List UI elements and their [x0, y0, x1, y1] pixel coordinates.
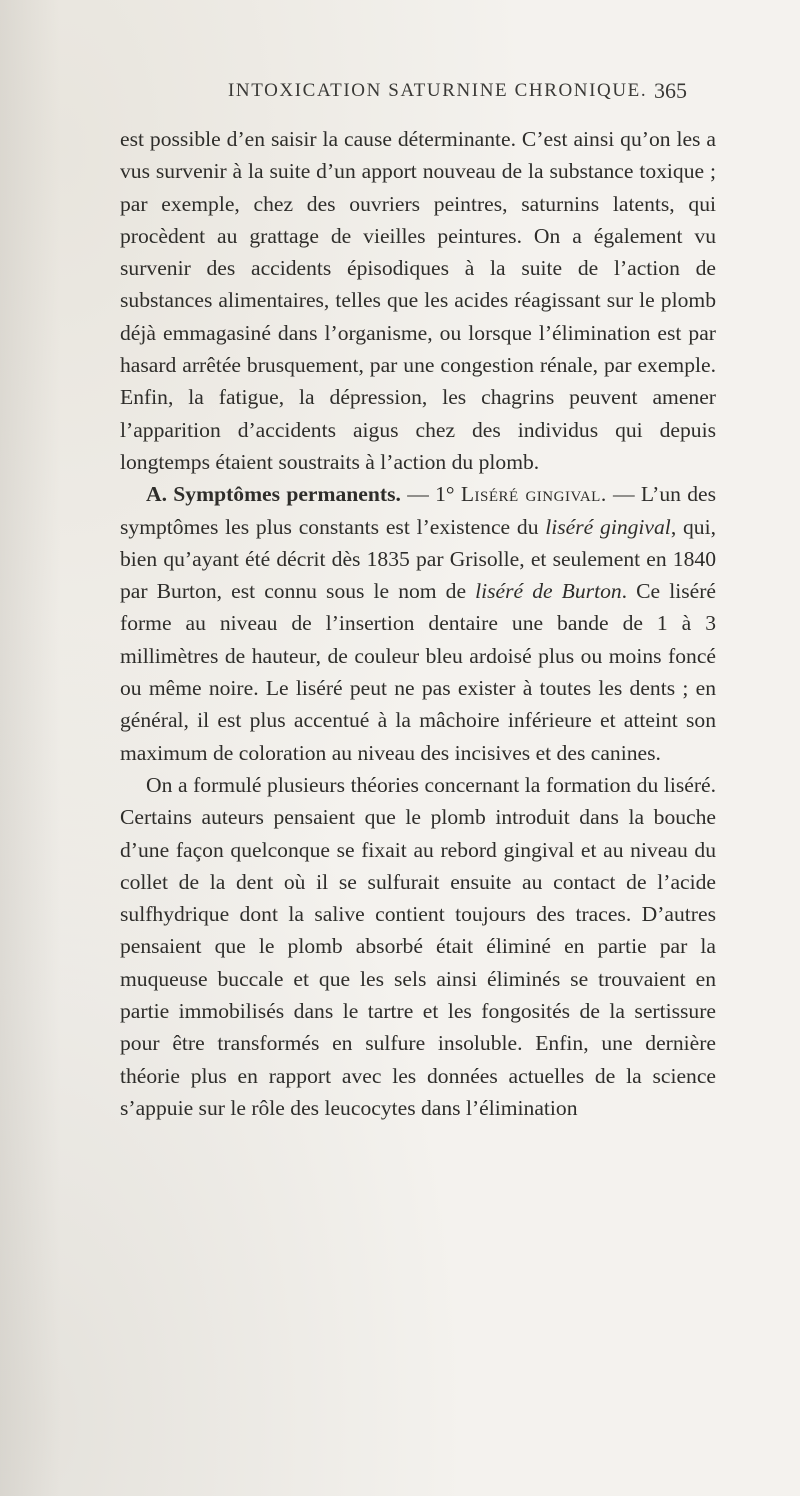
italic-term: liséré gingival [545, 514, 671, 539]
text-segment: — L’un des symptômes les plus constants est l’existence du [120, 482, 716, 539]
paragraph-continued: est possible d’en saisir la cause déterminante. C’est ainsi qu’on les a vus survenir à la suite d’un apport nouveau de la substance toxique ; par exemple, chez des ouvriers peintres, saturnins latents, qui procèdent au grattage de vieilles peintures. On a également vu survenir des accidents épisodiques à la suite de l’action de substances alimentaires, telles que les acides réagissant sur le plomb déjà emmagasiné dans l’organisme, ou lorsque l’élimination est par hasard arrêtée brusquement, par une congestion rénale, par exemple. Enfin, la fatigue, la dépression, les chagrins peuvent amener l’apparition d’accidents aigus chez des individus qui depuis longtemps étaient soustraits à l’action du plomb. [120, 127, 716, 474]
page-number: 365 [654, 78, 687, 103]
text-segment: . Ce liséré forme au niveau de l’insertion dentaire une bande de 1 à 3 millimètres de hauteur, de couleur bleu ardoisé plus ou moins foncé ou même noire. Le liséré peut ne pas exister à toutes les dents ; en général, il est plus accentué à la mâchoire inférieure et atteint son maximum de coloration au niveau des incisives et des canines. [120, 579, 716, 765]
body-text [120, 123, 716, 1124]
section-heading: A. Symptômes permanents. [146, 482, 401, 507]
paragraph-theories: On a formulé plusieurs théories concernant la formation du liséré. Certains auteurs pensaient que le plomb introduit dans la bouche d’une façon quelconque se fixait au rebord gingival et au niveau du collet de la dent où il se sulfurait ensuite au contact de l’acide sulfhydrique dont la salive contient toujours des traces. D’autres pensaient que le plomb absorbé était éliminé en partie par la muqueuse buccale et que les sels ainsi éliminés se trouvaient en partie immobilisés dans le tartre et les fongosités de la sertissure pour être transformés en sulfure insoluble. Enfin, une dernière théorie plus en rapport avec les données actuelles de la science s’appuie sur le rôle des leucocytes dans l’élimination [120, 772, 716, 1120]
heading-dash: — 1° [400, 482, 461, 507]
paragraph-symptoms [120, 478, 716, 769]
running-title: INTOXICATION SATURNINE CHRONIQUE. [228, 80, 648, 101]
page-gutter-shadow [0, 0, 60, 1496]
subheading: Liséré gingival. [460, 482, 607, 507]
page-header [0, 80, 800, 110]
italic-term: liséré de Burton [475, 579, 622, 604]
text-segment: , qui, bien qu’ayant été décrit dès 1835 par Grisolle, et seulement en 1840 par Burton, est connu sous le nom de [120, 514, 716, 604]
